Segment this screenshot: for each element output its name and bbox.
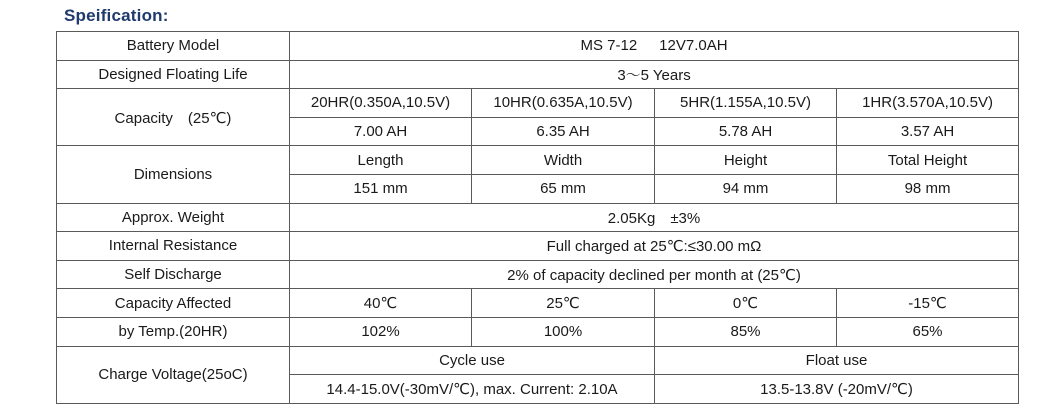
model-rating: 12V7.0AH bbox=[659, 37, 728, 55]
capacity-rate-5hr: 5HR(1.155A,10.5V) bbox=[655, 89, 837, 118]
dimension-value-total-height: 98 mm bbox=[837, 174, 1019, 203]
label-temp-capacity-line1: Capacity Affected bbox=[57, 289, 290, 318]
row-floating-life bbox=[57, 60, 1019, 89]
row-dimension-headers bbox=[57, 146, 1019, 175]
dimension-header-height: Height bbox=[655, 146, 837, 175]
capacity-value-5hr: 5.78 AH bbox=[655, 117, 837, 146]
specification-table bbox=[56, 31, 1019, 404]
row-charge-headers bbox=[57, 346, 1019, 375]
label-internal-resistance: Internal Resistance bbox=[57, 232, 290, 261]
label-temp-capacity-line2: by Temp.(20HR) bbox=[57, 317, 290, 346]
capacity-value-20hr: 7.00 AH bbox=[290, 117, 472, 146]
row-internal-resistance bbox=[57, 232, 1019, 261]
section-heading: Speification: bbox=[64, 6, 169, 25]
charge-header-cycle: Cycle use bbox=[290, 346, 655, 375]
dimension-value-height: 94 mm bbox=[655, 174, 837, 203]
capacity-rate-20hr: 20HR(0.350A,10.5V) bbox=[290, 89, 472, 118]
value-battery-model bbox=[290, 32, 1019, 61]
value-self-discharge: 2% of capacity declined per month at (25℃) bbox=[290, 260, 1019, 289]
label-battery-model: Battery Model bbox=[57, 32, 290, 61]
label-capacity: Capacity (25℃) bbox=[57, 89, 290, 146]
value-weight: 2.05Kg ±3% bbox=[290, 203, 1019, 232]
row-self-discharge bbox=[57, 260, 1019, 289]
temp-value-40: 102% bbox=[290, 317, 472, 346]
capacity-value-10hr: 6.35 AH bbox=[472, 117, 655, 146]
dimension-header-width: Width bbox=[472, 146, 655, 175]
row-temp-values bbox=[57, 317, 1019, 346]
temp-value-25: 100% bbox=[472, 317, 655, 346]
model-number: MS 7-12 bbox=[580, 37, 638, 55]
temp-value-0: 85% bbox=[655, 317, 837, 346]
capacity-rate-10hr: 10HR(0.635A,10.5V) bbox=[472, 89, 655, 118]
label-charge-voltage: Charge Voltage(25oC) bbox=[57, 346, 290, 403]
temp-value-minus-15: 65% bbox=[837, 317, 1019, 346]
row-battery-model bbox=[57, 32, 1019, 61]
capacity-rate-1hr: 1HR(3.570A,10.5V) bbox=[837, 89, 1019, 118]
dimension-value-length: 151 mm bbox=[290, 174, 472, 203]
cropped-text-remnant bbox=[64, 414, 624, 420]
label-floating-life: Designed Floating Life bbox=[57, 60, 290, 89]
charge-value-float: 13.5-13.8V (-20mV/℃) bbox=[655, 375, 1019, 404]
value-internal-resistance: Full charged at 25℃:≤30.00 mΩ bbox=[290, 232, 1019, 261]
dimension-value-width: 65 mm bbox=[472, 174, 655, 203]
row-weight bbox=[57, 203, 1019, 232]
capacity-value-1hr: 3.57 AH bbox=[837, 117, 1019, 146]
charge-header-float: Float use bbox=[655, 346, 1019, 375]
row-temp-headers bbox=[57, 289, 1019, 318]
row-capacity-rates bbox=[57, 89, 1019, 118]
label-self-discharge: Self Discharge bbox=[57, 260, 290, 289]
temp-25: 25℃ bbox=[472, 289, 655, 318]
temp-0: 0℃ bbox=[655, 289, 837, 318]
temp-minus-15: -15℃ bbox=[837, 289, 1019, 318]
value-floating-life: 3～5 Years bbox=[290, 60, 1019, 89]
temp-40: 40℃ bbox=[290, 289, 472, 318]
label-dimensions: Dimensions bbox=[57, 146, 290, 203]
charge-value-cycle: 14.4-15.0V(-30mV/℃), max. Current: 2.10A bbox=[290, 375, 655, 404]
dimension-header-total-height: Total Height bbox=[837, 146, 1019, 175]
dimension-header-length: Length bbox=[290, 146, 472, 175]
label-weight: Approx. Weight bbox=[57, 203, 290, 232]
